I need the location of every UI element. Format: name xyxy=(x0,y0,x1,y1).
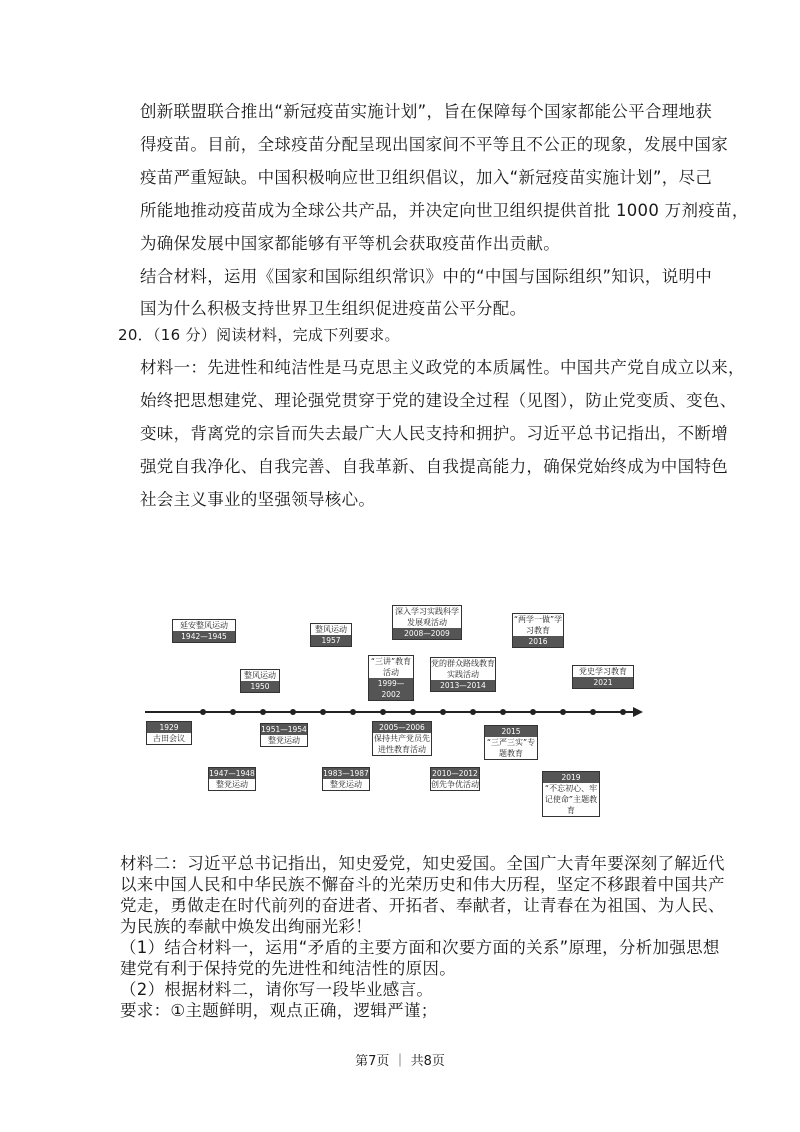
timeline-arrow-icon xyxy=(633,707,643,717)
q19-line-2: 得疫苗。目前，全球疫苗分配呈现出国家间不平等且不公正的现象，发展中国家 xyxy=(140,135,728,154)
timeline-dot xyxy=(200,709,206,715)
timeline-dot xyxy=(380,709,386,715)
timeline-event: 党史学习教育 2021 xyxy=(572,665,634,689)
timeline-event: 2019 “不忘初心、牢记使命”主题教育 xyxy=(542,771,600,817)
q20-sub1-line-2: 建党有利于保持党的先进性和纯洁性的原因。 xyxy=(120,959,456,978)
q19-line-4: 所能地推动疫苗成为全球公共产品，并决定向世卫组织提供首批 1000 万剂疫苗， xyxy=(140,201,749,220)
timeline-dot xyxy=(500,709,506,715)
q19-line-6: 结合材料，运用《国家和国际组织常识》中的“中国与国际组织”知识，说明中 xyxy=(140,267,713,286)
timeline-dot xyxy=(620,709,626,715)
q19-line-3: 疫苗严重短缺。中国积极响应世卫组织倡议，加入“新冠疫苗实施计划”，尽己 xyxy=(140,168,713,187)
timeline-dot xyxy=(410,709,416,715)
timeline-event: “两学一做”学习教育 2016 xyxy=(513,615,563,646)
page-footer: 第7页 ｜ 共8页 xyxy=(355,1054,445,1069)
timeline-dot xyxy=(350,709,356,715)
timeline-event: 1983—1987 整党运动 xyxy=(323,769,369,789)
timeline-event: 整风运动 1957 xyxy=(310,623,352,647)
timeline-dot xyxy=(260,709,266,715)
timeline-dot xyxy=(470,709,476,715)
timeline-dot xyxy=(440,709,446,715)
timeline-event: 党的群众路线教育实践活动 2013—2014 xyxy=(431,659,495,690)
timeline-dot xyxy=(560,709,566,715)
timeline-dot xyxy=(530,709,536,715)
q20-m1-line-3: 变味，背离党的宗旨而失去最广大人民支持和拥护。习近平总书记指出，不断增 xyxy=(140,424,728,443)
timeline-event: 延安整风运动 1942—1945 xyxy=(172,619,236,643)
q19-line-1: 创新联盟联合推出“新冠疫苗实施计划”，旨在保障每个国家都能公平合理地获 xyxy=(140,102,713,121)
timeline-dot xyxy=(290,709,296,715)
q20-m2-line-3: 党走，勇做走在时代前列的奋进者、开拓者、奉献者，让青春在为祖国、为人民、 xyxy=(120,896,725,915)
timeline-event: 2005—2006 保持共产党员先进性教育活动 xyxy=(374,723,430,754)
q20-sub2: （2）根据材料二，请你写一段毕业感言。 xyxy=(120,980,434,999)
timeline-dot xyxy=(230,709,236,715)
timeline-event: “三讲”教育活动 1999—2002 xyxy=(368,655,414,701)
timeline-event: 2010—2012 创先争优活动 xyxy=(431,769,479,789)
q20-sub1-line-1: （1）结合材料一，运用“矛盾的主要方面和次要方面的关系”原理，分析加强思想 xyxy=(120,938,720,957)
q20-m2-line-4: 为民族的奉献中焕发出绚丽光彩！ xyxy=(120,917,372,936)
timeline-event: 深入学习实践科学发展观活动 2008—2009 xyxy=(392,605,462,640)
timeline-event: 1951—1954 整党运动 xyxy=(261,725,307,745)
timeline-event: 1929 古田会议 xyxy=(146,721,192,745)
q19-line-7: 国为什么积极支持世界卫生组织促进疫苗公平分配。 xyxy=(140,299,527,318)
q20-m2-line-1: 材料二：习近平总书记指出，知史爱党，知史爱国。全国广大青年要深刻了解近代 xyxy=(120,854,725,873)
q20-m2-line-2: 以来中国人民和中华民族不懈奋斗的光荣历史和伟大历程，坚定不移跟着中国共产 xyxy=(120,875,725,894)
q20-requirements: 要求：①主题鲜明，观点正确，逻辑严谨； xyxy=(120,1001,438,1020)
q20-m1-line-4: 强党自我净化、自我完善、自我革新、自我提高能力，确保党始终成为中国特色 xyxy=(140,457,728,476)
timeline-event: 2015 “三严三实”专题教育 xyxy=(484,725,538,760)
q20-m1-line-2: 始终把思想建党、理论强党贯穿于党的建设全过程（见图），防止党变质、变色、 xyxy=(140,391,737,410)
q19-line-5: 为确保发展中国家都能够有平等机会获取疫苗作出贡献。 xyxy=(140,234,560,253)
timeline-event: 1947—1948 整党运动 xyxy=(209,769,255,789)
timeline-dot xyxy=(320,709,326,715)
q20-header: 20．（16 分）阅读材料，完成下列要求。 xyxy=(118,326,400,344)
timeline-dot xyxy=(590,709,596,715)
timeline-event: 整风运动 1950 xyxy=(240,669,280,693)
party-building-timeline xyxy=(140,605,650,835)
q20-m1-line-1: 材料一：先进性和纯洁性是马克思主义政党的本质属性。中国共产党自成立以来， xyxy=(140,358,745,377)
q20-m1-line-5: 社会主义事业的坚强领导核心。 xyxy=(140,490,376,509)
